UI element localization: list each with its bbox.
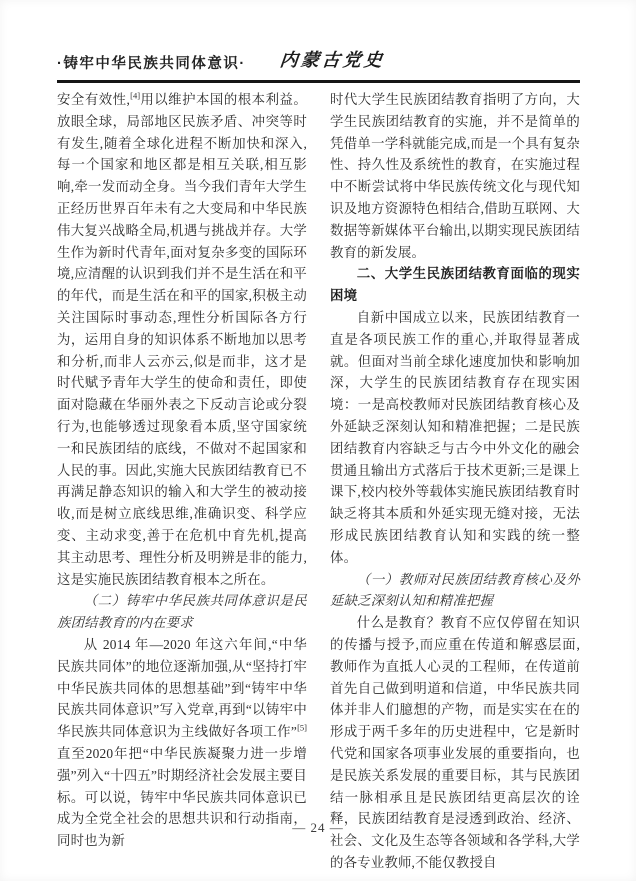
- page-number: — 24 —: [292, 820, 344, 835]
- citation-ref-4: [4]: [130, 90, 141, 101]
- paragraph-text: 从 2014 年—2020 年这六年间,“中华民族共同体”的地位逐渐加强,从“坚持打牢中华民族共同体的思想基础”到“铸牢中华民族共同体意识”写入党章,再到“以铸牢中华民族共同体意识为主线做好各项工作”: [57, 636, 307, 740]
- column-section-label: ·铸牢中华民族共同体意识·: [57, 56, 246, 72]
- paragraph: 自新中国成立以来，民族团结教育一直是各项民族工作的重心,并取得显著成就。但面对当前全球化速度加快和影响加深，大学生的民族团结教育存在现实困境：一是高校教师对民族团结教育核心及外延缺乏深刻认知和精准把握；二是民族团结教育内容缺乏与古今中外文化的融会贯通且输出方式落后于技术更新;三是课上课下,校内校外等载体实施民族团结教育时缺乏将其本质和外延实现无缝对接，无法形成民族团结教育认知和实践的统一整体。: [330, 309, 580, 565]
- header-rule: [57, 80, 580, 83]
- right-column: [330, 89, 580, 870]
- paragraph: 什么是教育？教育不应仅停留在知识的传播与授予,而应重在传道和解惑层面,教师作为直抵人心灵的工程师，在传道前首先自己做到明道和信道，中华民族共同体并非人们臆想的产物，而是实实在在的形成于两千多年的历史进程中，它是新时代党和国家各项事业发展的重要指向，也是民族关系发展的重要目标，其与民族团结一脉相承且是民族团结更高层次的诠释，民族团结教育是浸透到政治、经济、社会、文化及生态等各领域和各学科,大学的各专业教师,不能仅教授自: [330, 615, 580, 870]
- left-column: [57, 89, 307, 849]
- paragraph-continuation: 时代大学生民族团结教育指明了方向，大学生民族团结教育的实施，并不是简单的凭借单一学科就能完成,而是一个具有复杂性、持久性及系统性的教育，在实施过程中不断尝试将中华民族传统文化与现代知识及地方资源特色相结合,借助互联网、大数据等新媒体平台输出,以期实现民族团结教育的新发展。: [330, 92, 580, 260]
- page-header: [57, 46, 580, 80]
- paragraph-text: 用以维护本国的根本利益。放眼全球，局部地区民族矛盾、冲突等时有发生,随着全球化进程不断加快和深入,每一个国家和地区都是相互关联,相互影响,牵一发而动全身。当今我们青年大学生正经历世界百年未有之大变局和中华民族伟大复兴战略全局,机遇与挑战并存。大学生作为新时代青年,面对复杂多变的国际环境,应清醒的认识到我们并不是生活在和平的年代，而是生活在和平的国家,积极主动关注国际时事动态,理性分析国际各方行为，运用自身的知识体系不断地加以思考和分析,而非人云亦云,似是而非，这才是时代赋予青年大学生的使命和责任，即使面对隐藏在华丽外表之下反动言论或分裂行为,也能够透过现象看本质,坚守国家统一和民族团结的底线，不做对不起国家和人民的事。因此,实施大民族团结教育已不再满足静态知识的输入和大学生的被动接收,而是树立底线思维,准确识变、科学应变、主动求变,善于在危机中育先机,提高其主动思考、理性分析及明辨是非的能力,这是实施民族团结教育根本之所在。: [57, 92, 307, 587]
- journal-masthead-calligraphy: 内蒙古党史: [278, 50, 386, 71]
- section-heading-2: 二、大学生民族团结教育面临的现实困境: [330, 266, 580, 304]
- citation-ref-5: [5]: [297, 722, 307, 733]
- paragraph-text: 直至2020年把“中华民族凝聚力进一步增强”列入“十四五”时期经济社会发展主要目标。可以说，铸牢中华民族共同体意识已成为全党全社会的思想共识和行动指南，同时也为新: [57, 745, 307, 849]
- paragraph-text: 安全有效性,: [57, 92, 131, 107]
- subheading-1: （一）教师对民族团结教育核心及外延缺乏深刻认知和精准把握: [330, 571, 580, 609]
- paragraph-continuation: [57, 89, 307, 590]
- subheading-2: （二）铸牢中华民族共同体意识是民族团结教育的内在要求: [57, 593, 307, 631]
